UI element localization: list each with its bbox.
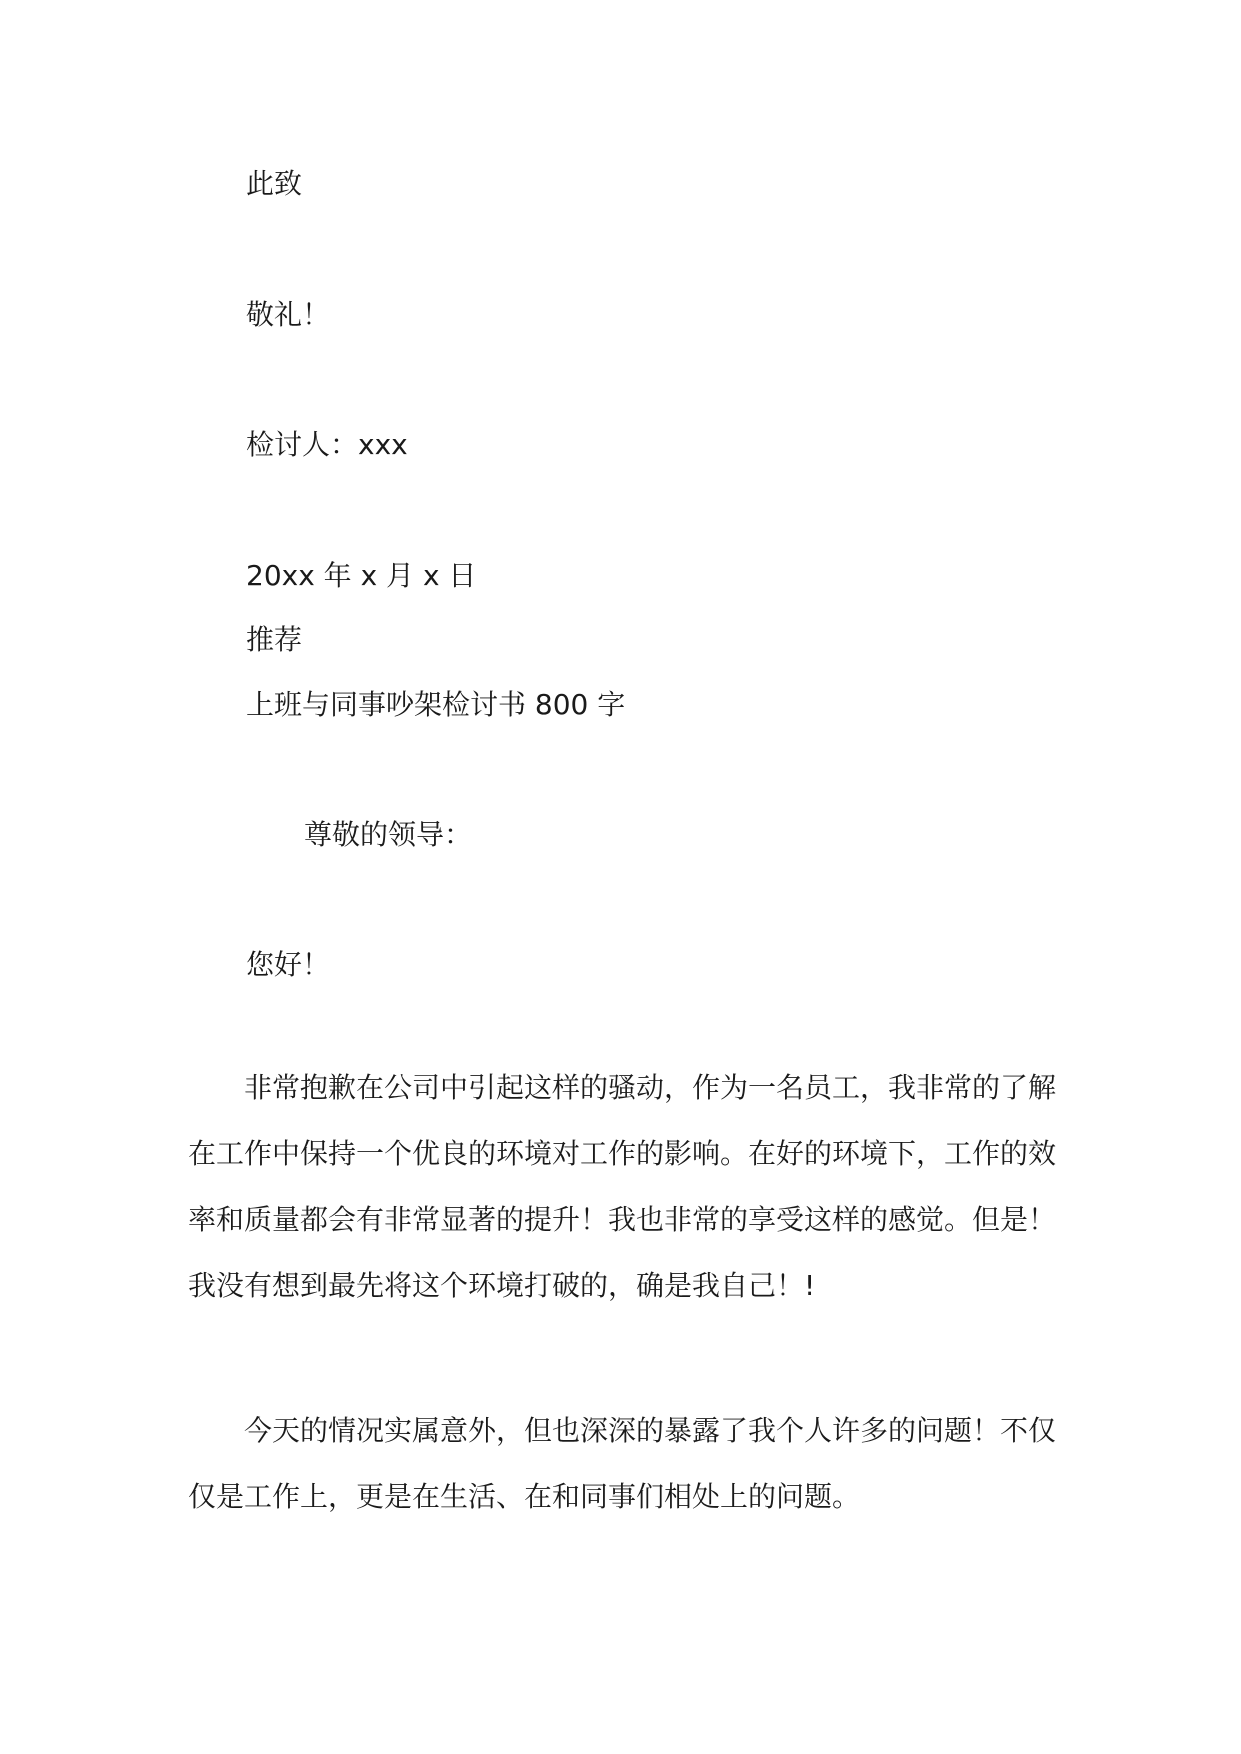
signer-line: 检讨人：xxx bbox=[246, 428, 408, 461]
body-paragraph-1: 非常抱歉在公司中引起这样的骚动，作为一名员工，我非常的了解在工作中保持一个优良的环境对工作的影响。在好的环境下，工作的效率和质量都会有非常显著的提升！我也非常的享受这样的感觉。但是！我没有想到最先将这个环境打破的，确是我自己！! bbox=[188, 1071, 1057, 1302]
body-paragraph-2: 今天的情况实属意外，但也深深的暴露了我个人许多的问题！不仅仅是工作上，更是在生活、在和同事们相处上的问题。 bbox=[188, 1414, 1057, 1513]
date-line: 20xx 年 x 月 x 日 bbox=[246, 559, 477, 592]
recommend-label: 推荐 bbox=[246, 623, 303, 656]
closing-line-1: 此致 bbox=[246, 167, 303, 200]
salutation: 尊敬的领导： bbox=[304, 818, 473, 851]
greeting: 您好！ bbox=[246, 948, 331, 981]
closing-line-2: 敬礼！ bbox=[246, 298, 331, 331]
recommend-title: 上班与同事吵架检讨书 800 字 bbox=[246, 688, 626, 721]
